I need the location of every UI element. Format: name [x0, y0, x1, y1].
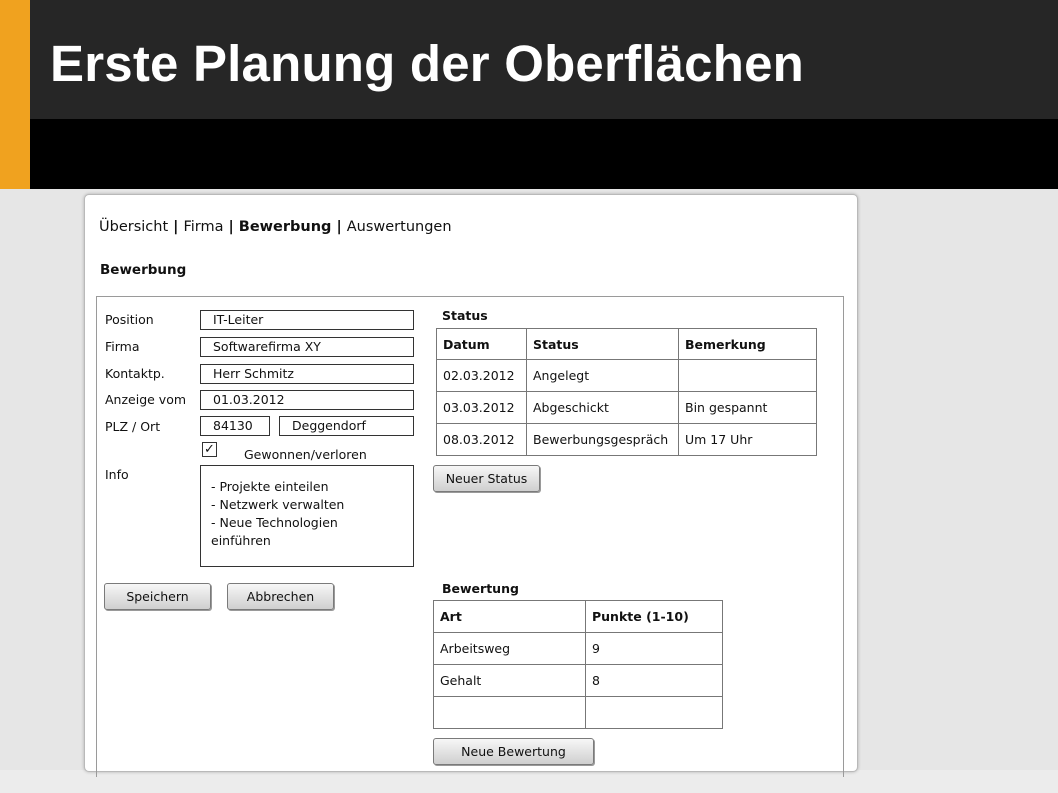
ad-date-field[interactable]: 01.03.2012: [200, 390, 414, 410]
rating-cell-art: Arbeitsweg: [434, 633, 586, 665]
rating-col-punkte: Punkte (1-10): [586, 601, 723, 633]
status-title: Status: [442, 308, 488, 323]
application-form: [96, 296, 844, 777]
status-cell-date: 03.03.2012: [437, 392, 527, 424]
status-cell-date: 08.03.2012: [437, 424, 527, 456]
info-line: - Netzwerk verwalten: [211, 497, 345, 512]
top-nav: [99, 219, 452, 235]
status-cell-status: Angelegt: [527, 360, 679, 392]
status-header-row: [437, 329, 817, 360]
plz-field[interactable]: 84130: [200, 416, 270, 436]
new-status-button[interactable]: Neuer Status: [433, 465, 540, 492]
nav-separator: |: [173, 219, 179, 235]
won-lost-checkbox[interactable]: ✓: [202, 442, 217, 457]
table-row[interactable]: [437, 424, 817, 456]
company-field[interactable]: Softwarefirma XY: [200, 337, 414, 357]
nav-separator: |: [336, 219, 342, 235]
rating-header-row: [434, 601, 723, 633]
slide-title: Erste Planung der Oberflächen: [50, 35, 804, 92]
rating-cell-punkte: 9: [586, 633, 723, 665]
nav-item-auswertungen[interactable]: Auswertungen: [346, 219, 452, 235]
rating-col-art: Art: [434, 601, 586, 633]
section-title: Bewerbung: [100, 262, 187, 278]
nav-separator: |: [228, 219, 234, 235]
position-field[interactable]: IT-Leiter: [200, 310, 414, 330]
table-row[interactable]: [434, 665, 723, 697]
rating-cell-punkte: 8: [586, 665, 723, 697]
table-row[interactable]: [434, 697, 723, 729]
nav-item-uebersicht[interactable]: Übersicht: [99, 219, 169, 235]
rating-title: Bewertung: [442, 581, 519, 596]
contact-field[interactable]: Herr Schmitz: [200, 364, 414, 384]
won-lost-label: Gewonnen/verloren: [244, 447, 367, 462]
info-line: - Neue Technologien: [211, 515, 338, 530]
rating-cell-punkte: [586, 697, 723, 729]
status-table: [436, 328, 817, 456]
status-col-bemerkung: Bemerkung: [679, 329, 817, 360]
status-cell-note: Bin gespannt: [679, 392, 817, 424]
contact-label: Kontaktp.: [105, 366, 165, 381]
table-row[interactable]: [437, 392, 817, 424]
accent-bar: [0, 0, 30, 189]
slide-header: [0, 0, 1058, 189]
ad-date-label: Anzeige vom: [105, 392, 187, 407]
status-cell-status: Abgeschickt: [527, 392, 679, 424]
position-label: Position: [105, 312, 154, 327]
table-row[interactable]: [434, 633, 723, 665]
nav-item-firma[interactable]: Firma: [183, 219, 224, 235]
save-button[interactable]: Speichern: [104, 583, 211, 610]
rating-cell-art: [434, 697, 586, 729]
status-cell-note: Um 17 Uhr: [679, 424, 817, 456]
table-row[interactable]: [437, 360, 817, 392]
status-cell-date: 02.03.2012: [437, 360, 527, 392]
cancel-button[interactable]: Abbrechen: [227, 583, 334, 610]
ui-mockup: [84, 194, 858, 772]
status-col-status: Status: [527, 329, 679, 360]
nav-item-bewerbung[interactable]: Bewerbung: [238, 219, 332, 235]
new-rating-button[interactable]: Neue Bewertung: [433, 738, 594, 765]
plz-ort-label: PLZ / Ort: [105, 419, 161, 434]
ort-field[interactable]: Deggendorf: [279, 416, 414, 436]
info-line: einführen: [211, 533, 271, 548]
status-cell-note: [679, 360, 817, 392]
info-textarea[interactable]: [200, 465, 414, 567]
status-col-datum: Datum: [437, 329, 527, 360]
rating-table: [433, 600, 723, 729]
rating-cell-art: Gehalt: [434, 665, 586, 697]
info-line: - Projekte einteilen: [211, 479, 329, 494]
company-label: Firma: [105, 339, 140, 354]
info-label: Info: [105, 467, 129, 482]
status-cell-status: Bewerbungsgespräch: [527, 424, 679, 456]
